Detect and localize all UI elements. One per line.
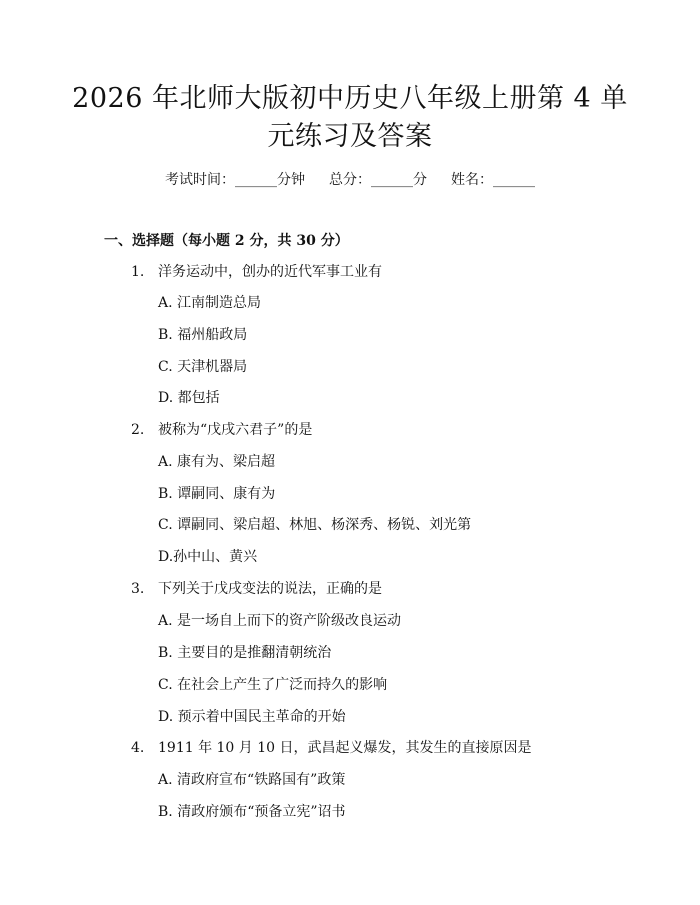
option-item: A. 是一场自上而下的资产阶级改良运动 [158, 613, 402, 629]
student-name-field: 姓名：______ [451, 172, 535, 188]
exam-time-field: 考试时间：______分钟 [165, 172, 305, 188]
option-item: A. 康有为、梁启超 [158, 454, 276, 470]
question-number: 3. [131, 581, 145, 597]
question-text: 洋务运动中，创办的近代军事工业有 [158, 264, 382, 280]
page-title-line-2: 元练习及答案 [267, 121, 433, 152]
question-text: 下列关于戊戌变法的说法，正确的是 [158, 581, 382, 597]
question-number: 1. [131, 264, 145, 280]
option-item: D. 都包括 [158, 390, 220, 406]
option-item: C. 谭嗣同、梁启超、林旭、杨深秀、杨锐、刘光第 [158, 517, 472, 533]
option-item: C. 天津机器局 [158, 359, 248, 375]
option-item: B. 谭嗣同、康有为 [158, 486, 276, 502]
total-score-field: 总分：______分 [329, 172, 427, 188]
option-item: C. 在社会上产生了广泛而持久的影响 [158, 677, 388, 693]
page-title-line-1: 2026 年北师大版初中历史八年级上册第 4 单 [72, 83, 628, 114]
option-item: B. 主要目的是推翻清朝统治 [158, 645, 332, 661]
option-item: A. 清政府宣布“铁路国有”政策 [158, 772, 346, 788]
question-text: 被称为“戊戌六君子”的是 [158, 422, 313, 438]
option-item: D.孙中山、黄兴 [158, 549, 258, 565]
question-number: 2. [131, 422, 145, 438]
option-item: B. 清政府颁布“预备立宪”诏书 [158, 804, 346, 820]
section-heading: 一、选择题（每小题 2 分，共 30 分） [104, 233, 349, 249]
question-number: 4. [131, 740, 145, 756]
option-item: A. 江南制造总局 [158, 295, 262, 311]
exam-info [0, 169, 700, 189]
option-item: B. 福州船政局 [158, 327, 248, 343]
question-text: 1911 年 10 月 10 日，武昌起义爆发，其发生的直接原因是 [158, 740, 532, 756]
option-item: D. 预示着中国民主革命的开始 [158, 709, 346, 725]
